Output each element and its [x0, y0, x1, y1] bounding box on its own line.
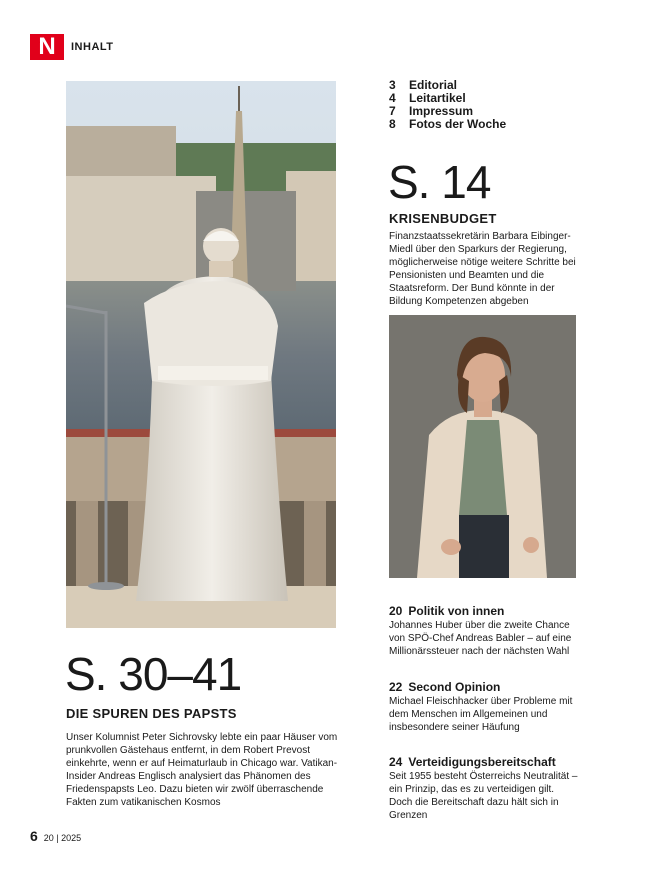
item-title: Politik von innen: [408, 604, 505, 618]
toc-item[interactable]: 3 Editorial: [389, 78, 458, 92]
toc-item[interactable]: 8 Fotos der Woche: [389, 117, 507, 131]
item-text: Johannes Huber über die zweite Chance von SPÖ-Chef Andreas Babler – auf eine Millionärssteuer nach der nächsten Wahl: [389, 620, 572, 657]
column-item[interactable]: [389, 680, 579, 734]
logo-letter: N: [38, 33, 56, 60]
item-number: 20: [389, 604, 403, 618]
toc-item[interactable]: 7 Impressum: [389, 104, 474, 118]
section-label: INHALT: [71, 41, 114, 53]
column-item[interactable]: [389, 604, 579, 658]
toc-item[interactable]: 4 Leitartikel: [389, 91, 466, 105]
feature2-text: Unser Kolumnist Peter Sichrovsky lebte ein paar Häuser vom prunkvollen Gästehaus entfernt, in dem Robert Prevost einkehrte, wenn er auf Heimaturlaub in Chicago war. Vatikan-Insider Andreas Englisch analysiert das Phänomen des Friedenspapsts Leo. Dazu bieten wir zwölf überraschende Fakten zum vatikanischen Kosmos: [66, 732, 338, 808]
toc-list: [389, 79, 589, 131]
page-number: 6: [30, 828, 38, 844]
item-text: Michael Fleischhacker über Probleme mit dem Menschen im Allgemeinen und insbesondere seiner Häufung: [389, 696, 573, 733]
item-title: Verteidigungsbereitschaft: [408, 755, 556, 769]
page-footer: [30, 828, 81, 844]
issue-label: 20 | 2025: [43, 833, 82, 843]
feature2-page-number: S. 30–41: [65, 648, 242, 700]
item-title: Second Opinion: [408, 680, 501, 694]
feature2-title[interactable]: DIE SPUREN DES PAPSTS: [66, 706, 237, 721]
column-item[interactable]: [389, 755, 579, 822]
portrait-photo: [389, 315, 576, 578]
brand-logo: [30, 34, 64, 60]
pope-photo: [66, 81, 336, 628]
item-text: Seit 1955 besteht Österreichs Neutralität – ein Prinzip, das es zu verteidigen gilt. Doch die Bereitschaft dazu hält sich in Grenzen: [389, 771, 578, 821]
item-number: 24: [389, 755, 403, 769]
feature1-title[interactable]: KRISENBUDGET: [389, 211, 497, 226]
item-number: 22: [389, 680, 403, 694]
feature1-page-number: S. 14: [388, 156, 491, 208]
feature1-text: Finanzstaatssekretärin Barbara Eibinger-Miedl über den Sparkurs der Regierung, möglicherweise nötige weitere Schritte bei Pensionisten und Beamten und die Staatsreform. Der Bund könnte in der Bildung Kompetenzen abgeben: [389, 231, 576, 307]
